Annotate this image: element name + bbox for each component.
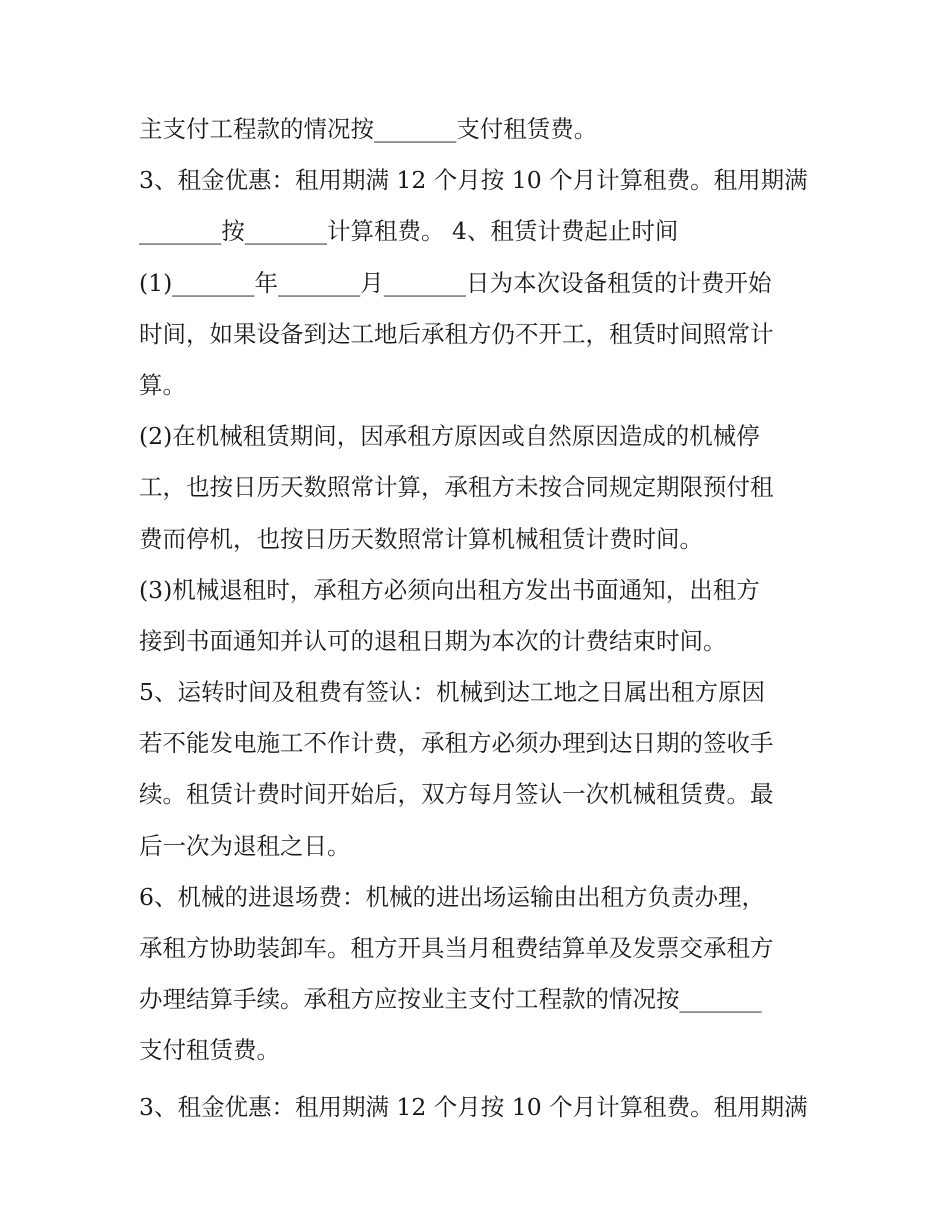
text-line: 承租方协助装卸车。租方开具当月租费结算单及发票交承租方	[139, 934, 774, 962]
document-body	[139, 104, 819, 1134]
text-line: _______按_______计算租费。 4、租赁计费起止时间	[139, 217, 679, 246]
text-line: 5、运转时间及租费有签认：机械到达工地之日属出租方原因	[139, 678, 765, 707]
text-line: 续。租赁计费时间开始后，双方每月签认一次机械租赁费。最	[139, 780, 774, 809]
text-line: 若不能发电施工不作计费，承租方必须办理到达日期的签收手	[139, 729, 774, 758]
text-line: 3、租金优惠：租用期满 12 个月按 10 个月计算租费。租用期满	[139, 166, 808, 195]
text-line: 支付租赁费。	[139, 1036, 280, 1065]
text-line: 费而停机，也按日历天数照常计算机械租赁计费时间。	[139, 524, 703, 553]
text-line: (1)_______年_______月_______日为本次设备租赁的计费开始	[139, 268, 772, 297]
text-line: 时间，如果设备到达工地后承租方仍不开工，租赁时间照常计	[139, 319, 774, 348]
text-line: 工，也按日历天数照常计算，承租方未按合同规定期限预付租	[139, 473, 774, 502]
text-line: 接到书面通知并认可的退租日期为本次的计费结束时间。	[139, 626, 727, 655]
text-line: 3、租金优惠：租用期满 12 个月按 10 个月计算租费。租用期满	[139, 1093, 808, 1122]
text-line: 后一次为退租之日。	[139, 831, 351, 860]
text-line: 主支付工程款的情况按_______支付租赁费。	[139, 115, 598, 143]
text-line: 算。	[139, 370, 186, 399]
text-line: 6、机械的进退场费：机械的进出场运输由出租方负责办理，	[139, 882, 765, 911]
text-line: (2)在机械租赁期间，因承租方原因或自然原因造成的机械停	[139, 422, 760, 451]
text-line: 办理结算手续。承租方应按业主支付工程款的情况按_______	[139, 985, 762, 1014]
text-line: (3)机械退租时，承租方必须向出租方发出书面通知，出租方	[139, 575, 760, 604]
